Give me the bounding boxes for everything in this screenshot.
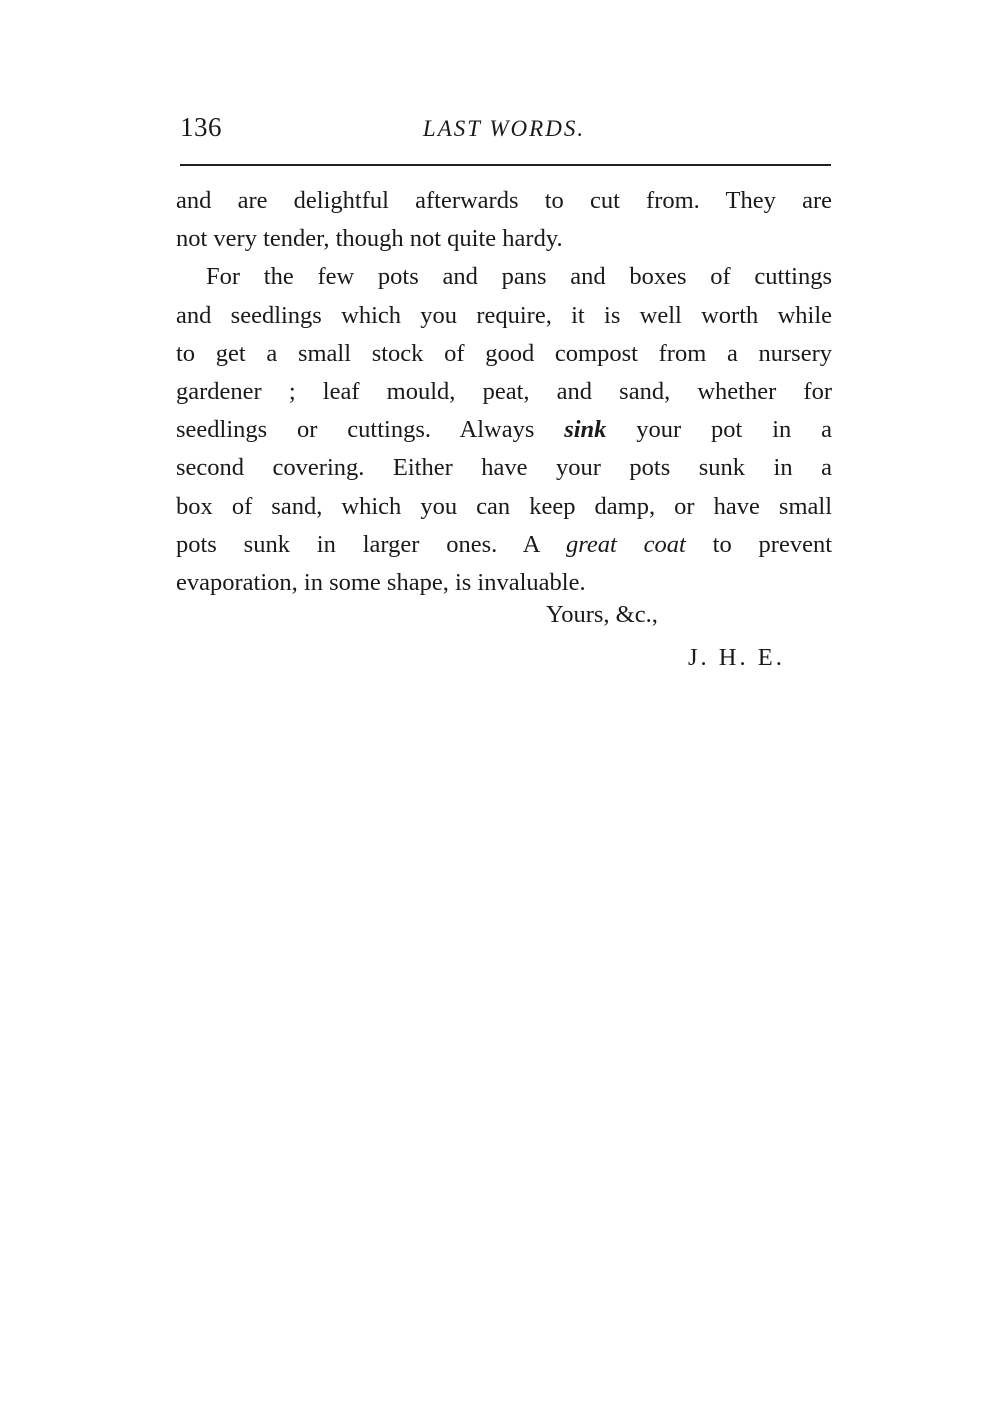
body-text: [176, 182, 832, 602]
emphasis-great-coat: great coat: [565, 530, 686, 558]
text-line: box of sand, which you can keep damp, or have small: [176, 492, 832, 520]
header-rule: [180, 164, 831, 166]
text-run: pots sunk in larger ones. A: [176, 530, 566, 558]
text-run: seedlings or cuttings. Always: [176, 416, 565, 444]
emphasis-sink: sink: [564, 416, 607, 444]
text-line: second covering. Either have your pots sunk in a: [176, 454, 832, 482]
running-title: LAST WORDS.: [422, 116, 586, 141]
text-run: your pot in a: [606, 416, 832, 444]
text-line: For the few pots and pans and boxes of cuttings: [206, 263, 832, 291]
paragraph-1: [176, 182, 832, 258]
text-line: [176, 526, 832, 564]
text-line: evaporation, in some shape, is invaluable.: [176, 569, 586, 597]
text-run: to prevent: [685, 530, 833, 558]
text-line: to get a small stock of good compost from a nursery: [176, 339, 832, 367]
paragraph-2: [176, 258, 832, 602]
text-line: not very tender, though not quite hardy.: [176, 225, 563, 253]
text-line: and seedlings which you require, it is well worth while: [176, 301, 832, 329]
page-number: 136: [180, 112, 222, 142]
text-line: [176, 411, 832, 449]
signature-initials: J. H. E.: [688, 644, 785, 671]
running-head: [178, 112, 830, 152]
letter-closing: Yours, &c.,: [546, 601, 658, 628]
text-line: and are delightful afterwards to cut from. They are: [176, 187, 832, 214]
text-line: gardener ; leaf mould, peat, and sand, whether for: [176, 378, 832, 406]
